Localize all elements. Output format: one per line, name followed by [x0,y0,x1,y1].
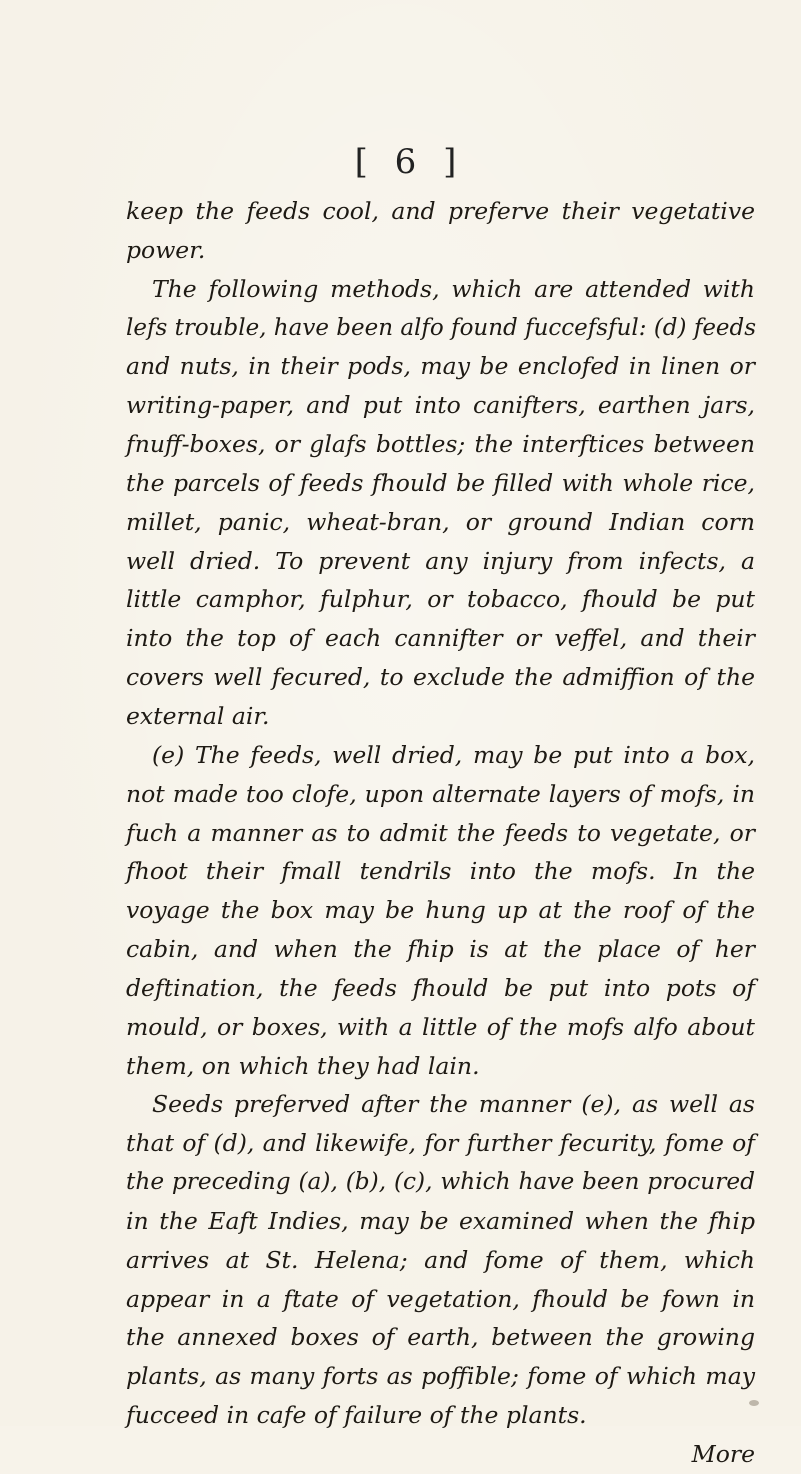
text-line: writing-paper, and put into canifters, earthen jars, [126,391,755,420]
text-line: deftination, the feeds fhould be put into pots of [126,973,755,1002]
text-line: the preceding (a), (b), (c), which have been procured [126,1168,755,1196]
text-line: well dried. To prevent any injury from infects, a [126,546,755,575]
paper-speck [749,1400,759,1406]
text-line: millet, panic, wheat-bran, or ground Indian corn [126,507,755,536]
text-line: external air. [126,701,270,730]
page-number: [ 6 ] [354,142,465,182]
text-line: fnuff-boxes, or glafs bottles; the interftices between [126,430,755,459]
text-line: The following methods, which are attended with [152,274,755,303]
text-line: little camphor, fulphur, or tobacco, fhould be put [126,585,755,614]
text-line: plants, as many forts as poffible; fome of which may [126,1362,755,1391]
text-line: fhoot their fmall tendrils into the mofs. In the [126,857,755,886]
text-line: that of (d), and likewife, for further fecurity, fome of [126,1129,755,1158]
text-line: in the Eaft Indies, may be examined when the fhip [126,1206,755,1235]
text-line: Seeds preferved after the manner (e), as well as [152,1090,755,1119]
text-line: fucceed in cafe of failure of the plants. [126,1401,587,1430]
text-line: mould, or boxes, with a little of the mofs alfo about [126,1012,755,1041]
catchword: More [691,1440,755,1468]
text-line: appear in a ftate of vegetation, fhould be fown in [126,1284,755,1313]
text-line: and nuts, in their pods, may be enclofed in linen or [126,352,755,381]
text-line: keep the feeds cool, and preferve their vegetative [126,197,755,225]
text-line: power. [126,235,206,264]
text-line: covers well fecured, to exclude the admiffion of the [126,663,755,692]
text-line: the annexed boxes of earth, between the growing [126,1323,755,1352]
text-line: not made too clofe, upon alternate layers of mofs, in [126,779,755,808]
text-line: the parcels of feeds fhould be filled with whole rice, [126,468,755,497]
text-line: arrives at St. Helena; and fome of them, which [126,1245,755,1274]
text-line: lefs trouble, have been alfo found fuccefsful: (d) feeds [126,314,757,341]
body-text [126,192,755,1474]
text-line: into the top of each cannifter or veffel, and their [126,624,755,653]
text-line: (e) The feeds, well dried, may be put into a box, [152,740,755,769]
text-line: voyage the box may be hung up at the roof of the [126,896,755,925]
text-line: them, on which they had lain. [126,1051,480,1080]
text-line: cabin, and when the fhip is at the place of her [126,935,755,964]
text-line: fuch a manner as to admit the feeds to vegetate, or [126,818,755,847]
